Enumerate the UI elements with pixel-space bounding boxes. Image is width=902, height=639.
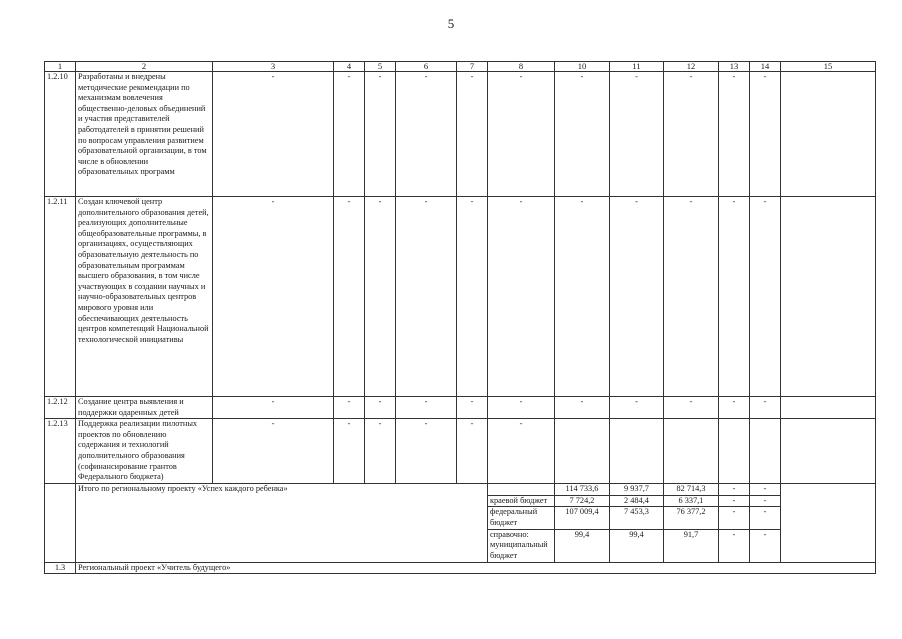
header-cell: 4 [334, 62, 365, 72]
cell-4: - [334, 419, 365, 484]
total-c15 [781, 507, 876, 529]
total-id-cell [45, 484, 76, 496]
total-id-cell [45, 529, 76, 562]
header-cell: 3 [213, 62, 334, 72]
cell-8: - [488, 197, 555, 397]
cell-5: - [365, 197, 396, 397]
cell-14: - [750, 72, 781, 197]
cell-13: - [719, 197, 750, 397]
budget-table [44, 61, 876, 574]
cell-11: - [610, 197, 664, 397]
header-cell: 7 [457, 62, 488, 72]
header-cell: 6 [396, 62, 457, 72]
cell-14 [750, 419, 781, 484]
row-description: Региональный проект «Учитель будущего» [76, 562, 876, 574]
total-c11: 7 453,3 [610, 507, 664, 529]
header-cell: 15 [781, 62, 876, 72]
cell-4: - [334, 197, 365, 397]
header-cell: 5 [365, 62, 396, 72]
total-c12: 91,7 [664, 529, 719, 562]
total-source: справочно: муниципальный бюджет [488, 529, 555, 562]
row-id: 1.2.12 [45, 397, 76, 419]
total-c10: 7 724,2 [555, 495, 610, 507]
cell-13 [719, 419, 750, 484]
cell-5: - [365, 419, 396, 484]
total-c13: - [719, 484, 750, 496]
total-id-cell [45, 495, 76, 507]
cell-3: - [213, 419, 334, 484]
page-number: 5 [447, 16, 455, 31]
cell-4: - [334, 72, 365, 197]
total-c14: - [750, 529, 781, 562]
cell-6: - [396, 419, 457, 484]
cell-8: - [488, 419, 555, 484]
total-c12: 82 714,3 [664, 484, 719, 496]
header-row [45, 62, 876, 72]
total-blank [76, 507, 488, 529]
cell-6: - [396, 72, 457, 197]
row-description: Создан ключевой центр дополнительного образования детей, реализующих дополнительные общеобразовательные программы, в организациях, осуществляющих образовательную деятельность по образовательным программам высшего образования, в том числе участвующих в создании научных и научно-образовательных центров мирового уровня или обеспечивающих деятельность центров компетенций Национальной технологической инициативы [76, 197, 213, 397]
cell-14: - [750, 397, 781, 419]
row-description: Создание центра выявления и поддержки одаренных детей [76, 397, 213, 419]
cell-10: - [555, 397, 610, 419]
row-id: 1.2.10 [45, 72, 76, 197]
total-c12: 6 337,1 [664, 495, 719, 507]
table-row [45, 197, 876, 397]
total-c15 [781, 484, 876, 496]
total-blank [76, 529, 488, 562]
cell-6: - [396, 397, 457, 419]
cell-15 [781, 72, 876, 197]
row-id: 1.2.13 [45, 419, 76, 484]
cell-11: - [610, 72, 664, 197]
cell-11: - [610, 397, 664, 419]
total-c11: 9 937,7 [610, 484, 664, 496]
cell-5: - [365, 397, 396, 419]
total-c11: 99,4 [610, 529, 664, 562]
total-c14: - [750, 507, 781, 529]
cell-8: - [488, 72, 555, 197]
cell-11 [610, 419, 664, 484]
table-row [45, 562, 876, 574]
cell-7: - [457, 397, 488, 419]
total-c10: 107 009,4 [555, 507, 610, 529]
table-row [45, 397, 876, 419]
header-cell: 11 [610, 62, 664, 72]
cell-3: - [213, 72, 334, 197]
table-row [45, 72, 876, 197]
header-cell: 10 [555, 62, 610, 72]
total-c12: 76 377,2 [664, 507, 719, 529]
cell-13: - [719, 72, 750, 197]
cell-12: - [664, 397, 719, 419]
total-id-cell [45, 507, 76, 529]
cell-10: - [555, 197, 610, 397]
cell-10 [555, 419, 610, 484]
cell-3: - [213, 197, 334, 397]
header-cell: 12 [664, 62, 719, 72]
total-blank [76, 495, 488, 507]
total-row [45, 507, 876, 529]
header-cell: 1 [45, 62, 76, 72]
total-c10: 99,4 [555, 529, 610, 562]
total-c11: 2 484,4 [610, 495, 664, 507]
cell-14: - [750, 197, 781, 397]
total-label: Итого по региональному проекту «Успех каждого ребенка» [76, 484, 488, 496]
row-description: Разработаны и внедрены методические рекомендации по механизмам вовлечения общественно-деловых объединений и участия представителей работодателей в принятии решений по вопросам управления развитием образовательной организации, в том числе в обновлении образовательных программ [76, 72, 213, 197]
cell-7: - [457, 72, 488, 197]
cell-12: - [664, 72, 719, 197]
total-source [488, 484, 555, 496]
cell-12: - [664, 197, 719, 397]
cell-10: - [555, 72, 610, 197]
row-id: 1.3 [45, 562, 76, 574]
total-c14: - [750, 484, 781, 496]
cell-7: - [457, 197, 488, 397]
total-c14: - [750, 495, 781, 507]
total-c15 [781, 495, 876, 507]
header-cell: 14 [750, 62, 781, 72]
header-cell: 13 [719, 62, 750, 72]
total-c13: - [719, 529, 750, 562]
cell-12 [664, 419, 719, 484]
cell-15 [781, 397, 876, 419]
cell-6: - [396, 197, 457, 397]
header-cell: 2 [76, 62, 213, 72]
total-c13: - [719, 507, 750, 529]
total-source: краевой бюджет [488, 495, 555, 507]
cell-3: - [213, 397, 334, 419]
cell-8: - [488, 397, 555, 419]
total-row [45, 495, 876, 507]
cell-13: - [719, 397, 750, 419]
total-source: федеральный бюджет [488, 507, 555, 529]
table-row [45, 419, 876, 484]
cell-5: - [365, 72, 396, 197]
row-id: 1.2.11 [45, 197, 76, 397]
cell-4: - [334, 397, 365, 419]
total-row [45, 529, 876, 562]
cell-7: - [457, 419, 488, 484]
row-description: Поддержка реализации пилотных проектов по обновлению содержания и технологий дополнительного образования (софинансирование грантов Федерального бюджета) [76, 419, 213, 484]
header-cell: 8 [488, 62, 555, 72]
total-c10: 114 733,6 [555, 484, 610, 496]
cell-15 [781, 419, 876, 484]
total-row [45, 484, 876, 496]
total-c13: - [719, 495, 750, 507]
total-c15 [781, 529, 876, 562]
cell-15 [781, 197, 876, 397]
